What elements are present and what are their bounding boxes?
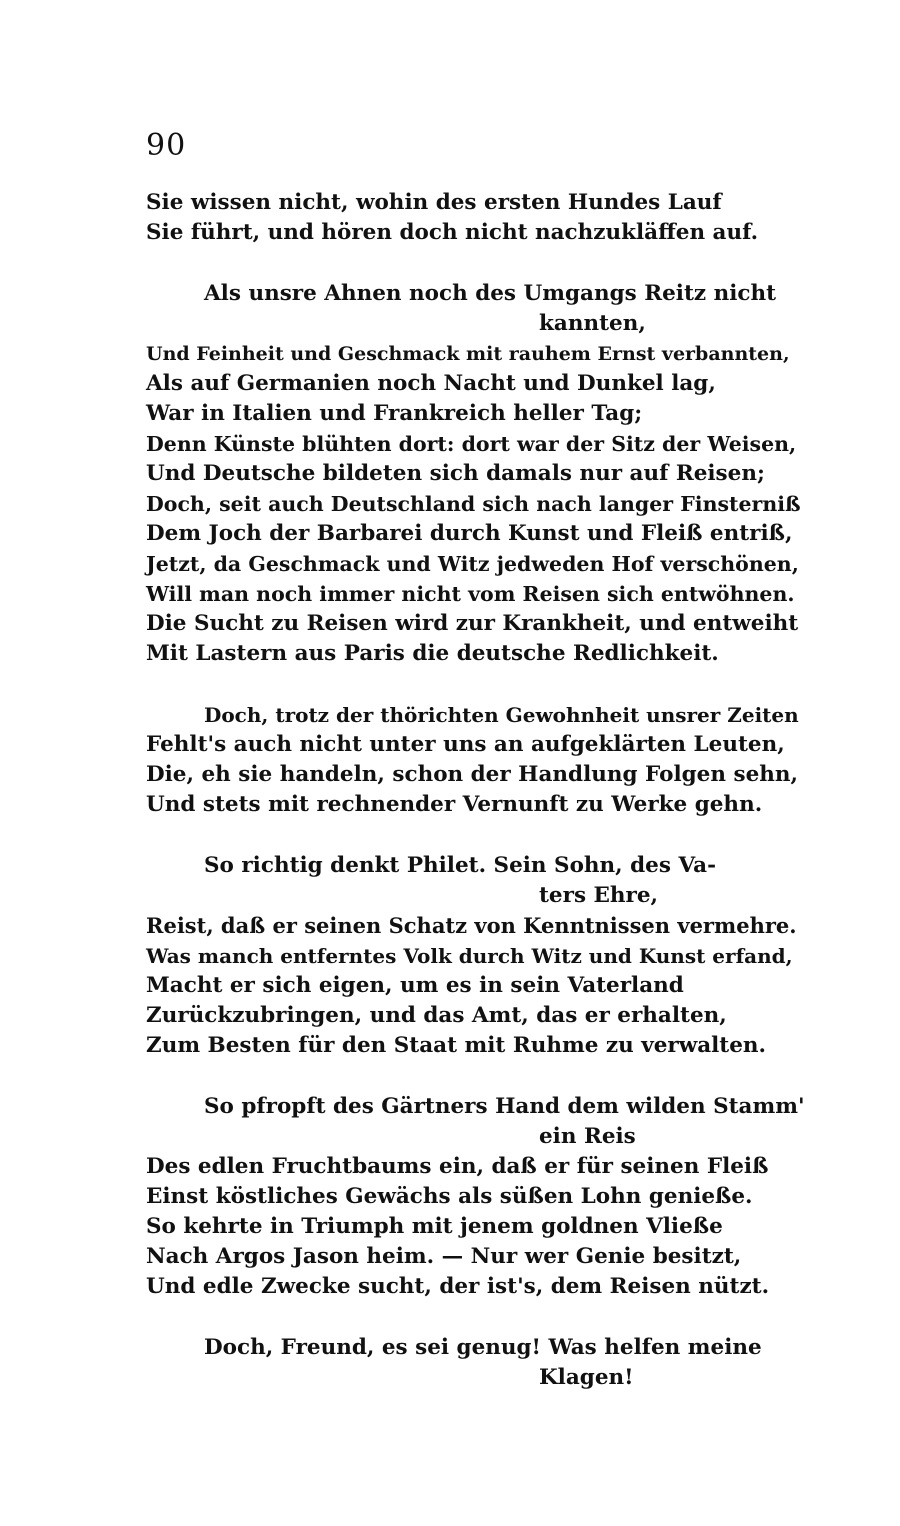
poem-line: Dem Joch der Barbarei durch Kunst und Fleiß entriß,: [146, 521, 793, 546]
poem-line-continuation: ein Reis: [539, 1124, 636, 1149]
stanza-2: [146, 279, 806, 669]
poem-line-continuation: ters Ehre,: [539, 883, 659, 908]
poem-line-continuation: kannten,: [539, 311, 646, 336]
poem-line: Doch, seit auch Deutschland sich nach langer Finsterniß: [146, 492, 801, 516]
poem-line: Will man noch immer nicht vom Reisen sich entwöhnen.: [146, 582, 795, 606]
poem-line: Die, eh sie handeln, schon der Handlung Folgen sehn,: [146, 762, 798, 787]
poem-line: So richtig denkt Philet. Sein Sohn, des Va-: [204, 853, 717, 878]
page-number: 90: [146, 128, 187, 163]
poem-line: Zurückzubringen, und das Amt, das er erhalten,: [146, 1003, 727, 1028]
poem-line: So pfropft des Gärtners Hand dem wilden Stamm': [204, 1094, 805, 1119]
poem-line-continuation: Klagen!: [539, 1365, 634, 1390]
stanza-5: [146, 1092, 806, 1302]
stanza-1: [146, 188, 806, 248]
stanza-3: [146, 700, 806, 820]
poem-line: So kehrte in Triumph mit jenem goldnen Vließe: [146, 1214, 723, 1239]
poem-line: Doch, trotz der thörichten Gewohnheit unsrer Zeiten: [204, 703, 799, 727]
poem-line: Sie führt, und hören doch nicht nachzukläffen auf.: [146, 220, 759, 245]
poem-line: Jetzt, da Geschmack und Witz jedweden Hof verschönen,: [146, 552, 799, 576]
poem-line: Des edlen Fruchtbaums ein, daß er für seinen Fleiß: [146, 1154, 769, 1179]
poem-line: Was manch entferntes Volk durch Witz und Kunst erfand,: [146, 944, 793, 968]
poem-line: Mit Lastern aus Paris die deutsche Redlichkeit.: [146, 641, 719, 666]
poem-line: Doch, Freund, es sei genug! Was helfen meine: [204, 1335, 762, 1360]
poem-line: Und stets mit rechnender Vernunft zu Werke gehn.: [146, 792, 763, 817]
poem-line: Die Sucht zu Reisen wird zur Krankheit, und entweiht: [146, 611, 799, 636]
poem-line: Zum Besten für den Staat mit Ruhme zu verwalten.: [146, 1033, 767, 1058]
poem-line: Einst köstliches Gewächs als süßen Lohn genieße.: [146, 1184, 753, 1209]
poem-line: Und Feinheit und Geschmack mit rauhem Ernst verbannten,: [146, 343, 790, 365]
poem-line: Als auf Germanien noch Nacht und Dunkel lag,: [146, 371, 716, 396]
poem-line: Sie wissen nicht, wohin des ersten Hundes Lauf: [146, 190, 722, 215]
poem-line: Und Deutsche bildeten sich damals nur auf Reisen;: [146, 461, 765, 486]
stanza-6: [146, 1333, 806, 1393]
poem-line: Denn Künste blühten dort: dort war der Sitz der Weisen,: [146, 432, 797, 456]
poem-line: Macht er sich eigen, um es in sein Vaterland: [146, 973, 684, 998]
poem-line: Nach Argos Jason heim. — Nur wer Genie besitzt,: [146, 1244, 742, 1269]
poem-line: Als unsre Ahnen noch des Umgangs Reitz nicht: [204, 281, 777, 306]
poem-line: Reist, daß er seinen Schatz von Kenntnissen vermehre.: [146, 913, 797, 938]
poem-line: Fehlt's auch nicht unter uns an aufgeklärten Leuten,: [146, 732, 785, 757]
poem-text: [146, 188, 806, 1393]
stanza-4: [146, 851, 806, 1061]
poem-line: War in Italien und Frankreich heller Tag;: [146, 401, 643, 426]
poem-line: Und edle Zwecke sucht, der ist's, dem Reisen nützt.: [146, 1274, 770, 1299]
